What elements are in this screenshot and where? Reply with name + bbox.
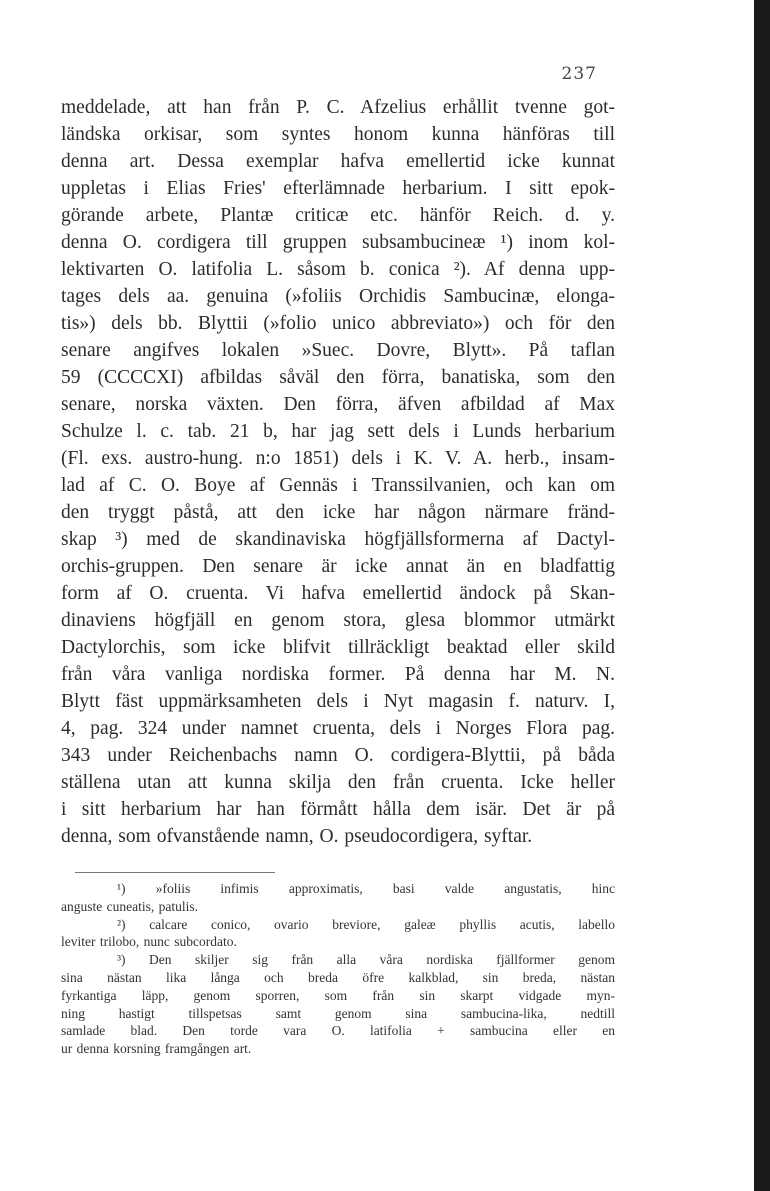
- text-line: senare angifves lokalen »Suec. Dovre, Blytt». På taflan: [61, 340, 615, 361]
- text-line: 343 under Reichenbachs namn O. cordigera-Blyttii, på båda: [61, 745, 615, 766]
- footnote-line: ²) calcare conico, ovario breviore, galeæ phyllis acutis, labello: [117, 916, 615, 932]
- text-line: denna art. Dessa exemplar hafva emellertid icke kunnat: [61, 151, 615, 172]
- text-line: form af O. cruenta. Vi hafva emellertid ändock på Skan-: [61, 583, 615, 604]
- text-line: den tryggt påstå, att den icke har någon närmare fränd-: [61, 502, 615, 523]
- main-text: [61, 94, 615, 850]
- text-line: uppletas i Elias Fries' efterlämnade herbarium. I sitt epok-: [61, 178, 615, 199]
- footnotes: [61, 880, 615, 1058]
- footnote-line: leviter trilobo, nunc subcordato.: [61, 934, 237, 950]
- footnote-line: sina nästan lika långa och breda öfre kalkblad, sin breda, nästan: [61, 969, 615, 985]
- text-line: denna O. cordigera till gruppen subsambucineæ ¹) inom kol-: [61, 232, 615, 253]
- text-line: senare, norska växten. Den förra, äfven afbildad af Max: [61, 394, 615, 415]
- text-line: dinaviens högfjäll en genom stora, glesa blommor utmärkt: [61, 610, 615, 631]
- footnote-rule: [75, 872, 275, 873]
- footnote-line: ur denna korsning framgången art.: [61, 1041, 252, 1057]
- text-line: tis») dels bb. Blyttii (»folio unico abbreviato») och för den: [61, 313, 615, 334]
- text-line: denna, som ofvanstående namn, O. pseudocordigera, syftar.: [61, 826, 533, 847]
- footnote-line: samlade blad. Den torde vara O. latifolia + sambucina eller en: [61, 1023, 615, 1039]
- footnote-line: anguste cuneatis, patulis.: [61, 898, 198, 914]
- footnote: [61, 951, 615, 1058]
- text-line: Schulze l. c. tab. 21 b, har jag sett dels i Lunds herbarium: [61, 421, 615, 442]
- text-line: lektivarten O. latifolia L. såsom b. conica ²). Af denna upp-: [61, 259, 615, 280]
- text-line: 59 (CCCCXI) afbildas såväl den förra, banatiska, som den: [61, 367, 615, 388]
- text-line: 4, pag. 324 under namnet cruenta, dels i Norges Flora pag.: [61, 718, 615, 739]
- page-number: 237: [561, 64, 597, 84]
- text-line: görande arbete, Plantæ criticæ etc. hänför Reich. d. y.: [61, 205, 615, 226]
- footnote-line: ning hastigt tillspetsas samt genom sina sambucina-lika, nedtill: [61, 1005, 615, 1021]
- text-line: ställena utan att kunna skilja den från cruenta. Icke heller: [61, 772, 615, 793]
- text-line: tages dels aa. genuina (»foliis Orchidis Sambucinæ, elonga-: [61, 286, 615, 307]
- footnote-line: fyrkantiga läpp, genom sporren, som från sin skarpt vidgade myn-: [61, 987, 615, 1003]
- text-line: meddelade, att han från P. C. Afzelius erhållit tvenne got-: [61, 97, 615, 118]
- text-line: från våra vanliga nordiska former. På denna har M. N.: [61, 664, 615, 685]
- text-line: Blytt fäst uppmärksamheten dels i Nyt magasin f. naturv. I,: [61, 691, 615, 712]
- footnote: [61, 916, 615, 952]
- text-line: skap ³) med de skandinaviska högfjällsformerna af Dactyl-: [61, 529, 615, 550]
- text-line: orchis-gruppen. Den senare är icke annat än en bladfattig: [61, 556, 615, 577]
- footnote: [61, 880, 615, 916]
- text-line: ländska orkisar, som syntes honom kunna hänföras till: [61, 124, 615, 145]
- text-line: lad af C. O. Boye af Gennäs i Transsilvanien, och kan om: [61, 475, 615, 496]
- footnote-line: ¹) »foliis infimis approximatis, basi valde angustatis, hinc: [117, 881, 615, 896]
- text-line: (Fl. exs. austro-hung. n:o 1851) dels i K. V. A. herb., insam-: [61, 448, 615, 469]
- text-line: Dactylorchis, som icke blifvit tillräckligt beaktad eller skild: [61, 637, 615, 658]
- text-line: i sitt herbarium har han förmått hålla dem isär. Det är på: [61, 799, 615, 820]
- scan-edge: [754, 0, 770, 1191]
- footnote-line: ³) Den skiljer sig från alla våra nordiska fjällformer genom: [117, 952, 615, 968]
